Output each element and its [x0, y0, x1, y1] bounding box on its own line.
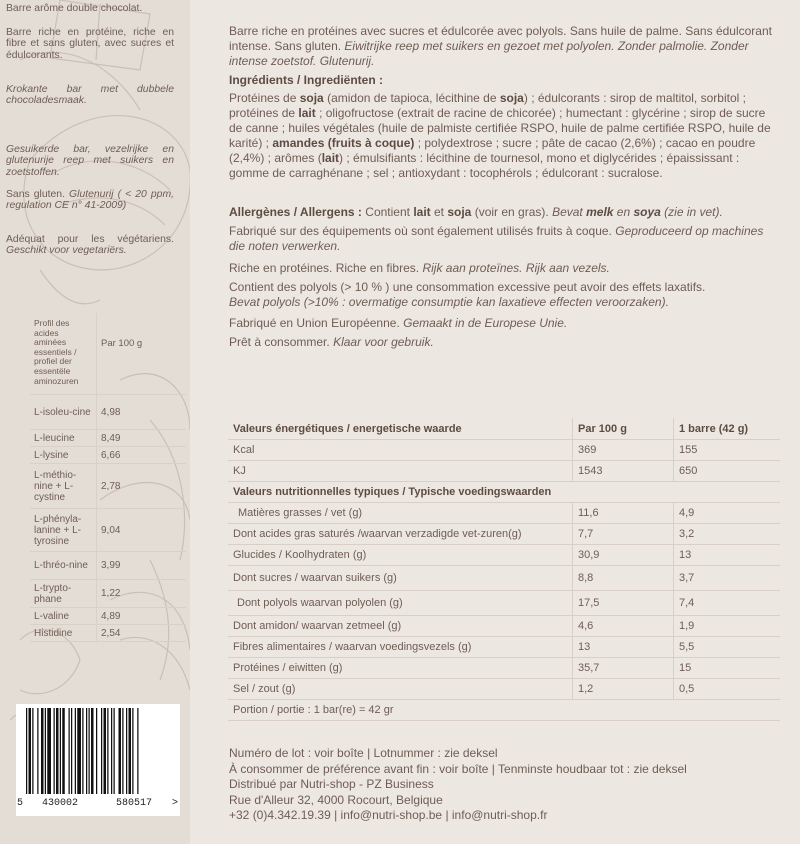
amino-row: L-lysine 6,66 [30, 447, 186, 464]
nutrition-header-row [228, 418, 780, 440]
amino-header-value: Par 100 g [97, 313, 187, 395]
amino-header-label: Profil des acides aminées essentiels / profiel der essentële aminozuren [30, 313, 97, 395]
nutrition-portion-row: Portion / portie : 1 bar(re) = 42 gr [228, 700, 780, 721]
amino-row: L-trypto-phane 1,22 [30, 580, 186, 608]
ingredients-text: Protéines de soja (amidon de tapioca, lécithine de soja) ; édulcorants : sirop de maltitol, sorbitol ; protéines de lait ; oligofructose (extrait de racine de chicorée) ; humectant : glycérine ; sirop de sucre de canne ; huiles végétales (huile de palmiste certifiée RSPO, huile de palme certifiée RSPO, huile de karité) ; amandes (fruits à coque) ; polydextrose ; sucre ; pâte de cacao (2,6%) ; cacao en poudre (2,4%) ; arômes (lait) ; émulsifiants : lécithine de tournesol, mono et diglycérides ; épaississant : gomme de carraghénane ; sel ; antioxydant : tocophérols ; édulcorant : sucralose. [229, 91, 771, 180]
note-ready: Prêt à consommer. Klaar voor gebruik. [229, 335, 434, 349]
note-nuts: Fabriqué sur des équipements où sont également utilisés fruits à coque. Geproduceerd op machines die noten verwerken. [229, 224, 764, 253]
table-row: Dont acides gras saturés /waarvan verzadigde vet-zuren(g) 7,7 3,2 [228, 524, 780, 545]
description-nl: Eiwitrijke reep met suikers en gezoet met polyolen. Zonder palmolie. Zonder intense zoetstof. Glutenurij. [229, 39, 749, 68]
table-row: Glucides / Koolhydraten (g) 30,9 13 [228, 545, 780, 566]
product-description [229, 24, 779, 69]
amino-acid-table [30, 313, 186, 642]
nutrition-subheader-row: Valeurs nutritionnelles typiques / Typische voedingswaarden [228, 482, 780, 503]
table-row: Kcal 369 155 [228, 440, 780, 461]
amino-row: L-thréo-nine 3,99 [30, 552, 186, 580]
barcode-digits-right: 580517 [116, 798, 153, 809]
amino-row: L-méthio-nine + L-cystine 2,78 [30, 464, 186, 509]
table-row: KJ 1543 650 [228, 461, 780, 482]
left-claims-fr: Barre riche en protéine, riche en fibre et sans gluten, avec sucres et édulcorants. [6, 27, 174, 61]
table-row: Dont polyols waarvan polyolen (g) 17,5 7,4 [228, 591, 780, 616]
address: Rue d'Alleur 32, 4000 Rocourt, Belgique [229, 792, 443, 807]
barcode-bars [16, 704, 180, 800]
table-row: Dont sucres / waarvan suikers (g) 8,8 3,7 [228, 566, 780, 591]
nutrition-header-label: Valeurs énergétiques / energetische waarde [228, 418, 573, 440]
table-row: Protéines / eiwitten (g) 35,7 15 [228, 658, 780, 679]
left-description-fr: Barre arôme double chocolat. [6, 3, 143, 14]
best-before: À consommer de préférence avant fin : voir boîte | Tenminste houdbaar tot : zie deksel [229, 761, 687, 776]
nutrition-table [228, 418, 780, 721]
distributor: Distribué par Nutri-shop - PZ Business [229, 777, 434, 791]
description-fr: Barre riche en protéines avec sucres et édulcorée avec polyols. Sans huile de palme. Sans édulcorant intense. Sans gluten. [229, 24, 772, 53]
table-row: Sel / zout (g) 1,2 0,5 [228, 679, 780, 700]
barcode-arrow: > [172, 798, 179, 809]
nutrition-header-par100: Par 100 g [573, 418, 674, 440]
allergens-title: Allergènes / Allergens : [229, 205, 362, 219]
contact-info: +32 (0)4.342.19.39 | info@nutri-shop.be | info@nutri-shop.fr [229, 808, 548, 822]
left-gluten-free: Sans gluten. Glutenurij ( < 20 ppm, regulation CE n° 41-2009) [6, 189, 174, 212]
note-origin: Fabriqué en Union Européenne. Gemaakt in de Europese Unie. [229, 316, 568, 330]
amino-row: L-leucine 8,49 [30, 430, 186, 447]
allergens-section: Allergènes / Allergens : Contient lait et soja (voir en gras). Bevat melk en soya (zie in vet). [229, 205, 723, 219]
amino-row: L-valine 4,89 [30, 608, 186, 625]
table-row: Fibres alimentaires / waarvan voedingsvezels (g) 13 5,5 [228, 637, 780, 658]
amino-row: L-phényla-lanine + L-tyrosine 9,04 [30, 509, 186, 552]
note-rich: Riche en protéines. Riche en fibres. Rijk aan proteïnes. Rijk aan vezels. [229, 261, 610, 275]
left-panel [0, 0, 190, 844]
barcode [16, 704, 180, 816]
table-row: Dont amidon/ waarvan zetmeel (g) 4,6 1,9 [228, 616, 780, 637]
ingredients-section [229, 73, 779, 181]
barcode-digits-left: 430002 [42, 798, 79, 809]
footer-info [229, 746, 687, 824]
nutrition-header-bar: 1 barre (42 g) [674, 418, 781, 440]
note-polyols: Contient des polyols (> 10 % ) une consommation excessive peut avoir des effets laxatifs. Bevat polyols (>10% : overmatige consumptie kan laxatieve effecten veroorzaken). [229, 280, 706, 309]
amino-row: Histidine 2,54 [30, 625, 186, 642]
left-vegetarian: Adéquat pour les végétariens. Geschikt voor vegetariërs. [6, 234, 174, 257]
table-row: Matières grasses / vet (g) 11,6 4,9 [228, 503, 780, 524]
amino-row: L-isoleu-cine 4,98 [30, 395, 186, 430]
left-description-nl: Krokante bar met dubbele chocoladesmaak. [6, 84, 174, 107]
ingredients-title: Ingrédients / Ingrediënten : [229, 73, 384, 87]
barcode-digit-prefix: 5 [17, 798, 24, 809]
lot-number: Numéro de lot : voir boîte | Lotnummer : zie deksel [229, 746, 498, 760]
left-claims-nl: Gesuikerde bar, vezelrijke en glutenurije reep met suikers en zoetstoffen. [6, 144, 174, 178]
